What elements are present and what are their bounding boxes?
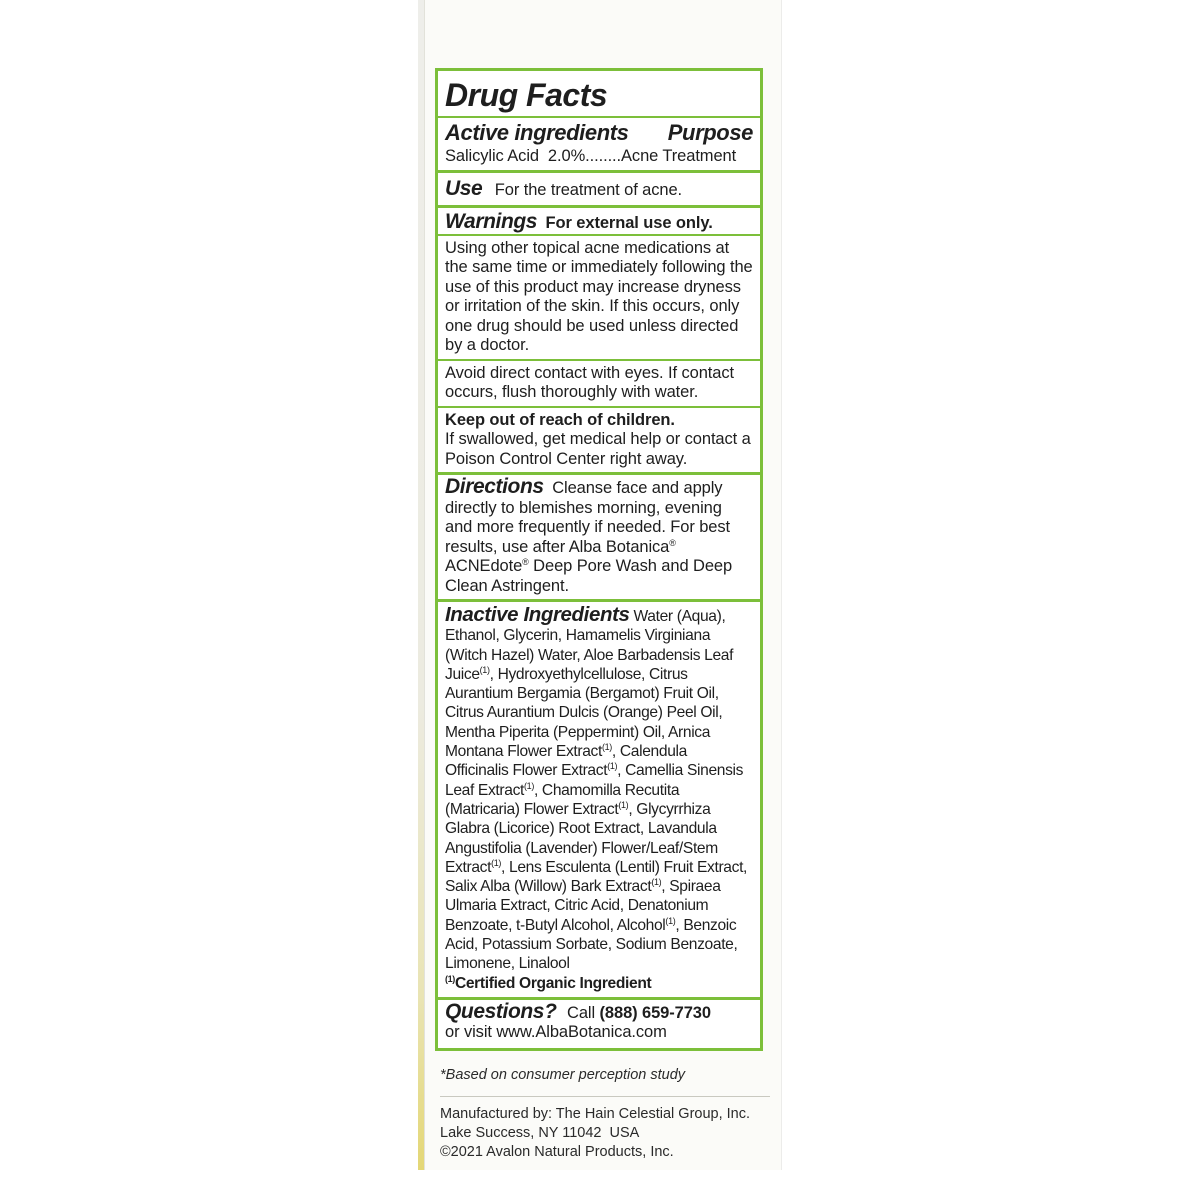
organic-marker: (1) [618,799,629,810]
use-text: For the treatment of acne. [494,180,683,199]
questions-line [445,999,753,1024]
organic-marker: (1) [665,915,676,926]
active-ingredients-heading: Active ingredients [445,120,629,145]
active-ingredients-section [438,116,760,170]
keep-out-of-reach-text: If swallowed, get medical help or contact a Poison Control Center right away. [445,430,751,468]
use-section [438,170,760,205]
questions-website: or visit www.AlbaBotanica.com [445,1023,667,1042]
ingredient-text: , Benzoic Acid, Potassium Sorbate, Sodium Benzoate, Limonene, Linalool [445,916,738,973]
inactive-ingredients-text [445,605,753,974]
copyright-line: ©2021 Avalon Natural Products, Inc. [440,1144,674,1160]
keep-out-of-reach-section [438,406,760,473]
drug-facts-title: Drug Facts [445,77,608,113]
organic-marker: (1) [524,780,534,791]
questions-heading: Questions? [445,999,557,1023]
organic-marker: (1) [491,857,502,868]
ingredient-text: , Chamomilla Recutita (Matricaria) Flower Extract [445,781,680,818]
questions-call-label: Call [567,1003,600,1022]
purpose-heading: Purpose [667,120,753,145]
inactive-ingredients-heading: Inactive Ingredients [445,603,630,626]
warnings-heading: Warnings [445,209,538,233]
drug-facts-panel [435,68,763,1051]
directions-body-b: ACNEdote [445,557,523,575]
organic-marker: (1) [651,877,662,888]
directions-body-c: Deep Pore Wash and Deep Clean Astringent. [445,557,733,595]
ingredient-text: Water (Aqua), Ethanol, Glycerin, Hamamelis Virginiana (Witch Hazel) Water, Aloe Barbadensis Leaf Juice [445,608,734,683]
registered-mark: ® [522,557,529,567]
address-line: Lake Success, NY 11042 USA [440,1125,640,1141]
questions-section [438,997,760,1048]
ingredient-text: , Camellia Sinensis Leaf Extract [445,762,744,799]
inactive-ingredients-section [438,599,760,997]
organic-marker: (1) [607,761,618,772]
directions-section [438,472,760,599]
drug-facts-header [438,71,760,116]
active-ingredients-header-row [445,120,753,146]
warnings-paragraph-2-text: Avoid direct contact with eyes. If contact occurs, flush thoroughly with water. [445,363,734,401]
ingredient-text: , Spiraea Ulmaria Extract, Citric Acid, Denatonium Benzoate, t-Butyl Alcohol, Alcohol [445,878,721,934]
questions-phone: (888) 659-7730 [599,1003,711,1022]
warnings-subheading: For external use only. [545,213,713,232]
active-ingredient-line: Salicylic Acid 2.0%........Acne Treatment [445,147,737,165]
use-heading: Use [445,176,483,200]
warnings-paragraph-1-text: Using other topical acne medications at the same time or immediately following the use of this product may increase dryness or irritation of the skin. If this occurs, only one drug should be used unless directed by a doctor. [445,238,753,354]
directions-heading: Directions [445,475,544,498]
certified-organic-note [445,974,753,993]
organic-marker: (1) [601,742,612,753]
directions-body-a: Cleanse face and apply directly to blemishes morning, evening and more frequently if needed. For best results, use after Alba Botanica [445,479,731,556]
warnings-paragraph-1 [438,234,760,359]
package-footer [440,1066,770,1162]
certified-organic-text: Certified Organic Ingredient [454,974,652,992]
manufacturer-block [440,1096,770,1162]
registered-mark: ® [669,537,676,548]
ingredient-text: , Lens Esculenta (Lentil) Fruit Extract, Salix Alba (Willow) Bark Extract [445,858,748,896]
consumer-study-note: *Based on consumer perception study [440,1067,686,1083]
organic-marker: (1) [479,664,490,675]
directions-text [445,477,753,596]
ingredient-text: , Glycyrrhiza Glabra (Licorice) Root Extract, Lavandula Angustifolia (Lavender) Flower/Leaf/Stem Extract [445,800,718,876]
keep-out-of-reach-heading: Keep out of reach of children. [445,410,675,429]
warnings-paragraph-2 [438,359,760,406]
manufacturer-line: Manufactured by: The Hain Celestial Group, Inc. [440,1106,751,1122]
ingredient-text: , Calendula Officinalis Flower Extract [445,743,687,780]
warnings-header-section [438,205,760,234]
ingredient-text: , Hydroxyethylcellulose, Citrus Aurantium Bergamia (Bergamot) Fruit Oil, Citrus Aurantium Dulcis (Orange) Peel Oil, Mentha Piperita (Peppermint) Oil, Arnica Montana Flower Extract [445,665,723,761]
organic-marker: (1) [445,973,455,984]
